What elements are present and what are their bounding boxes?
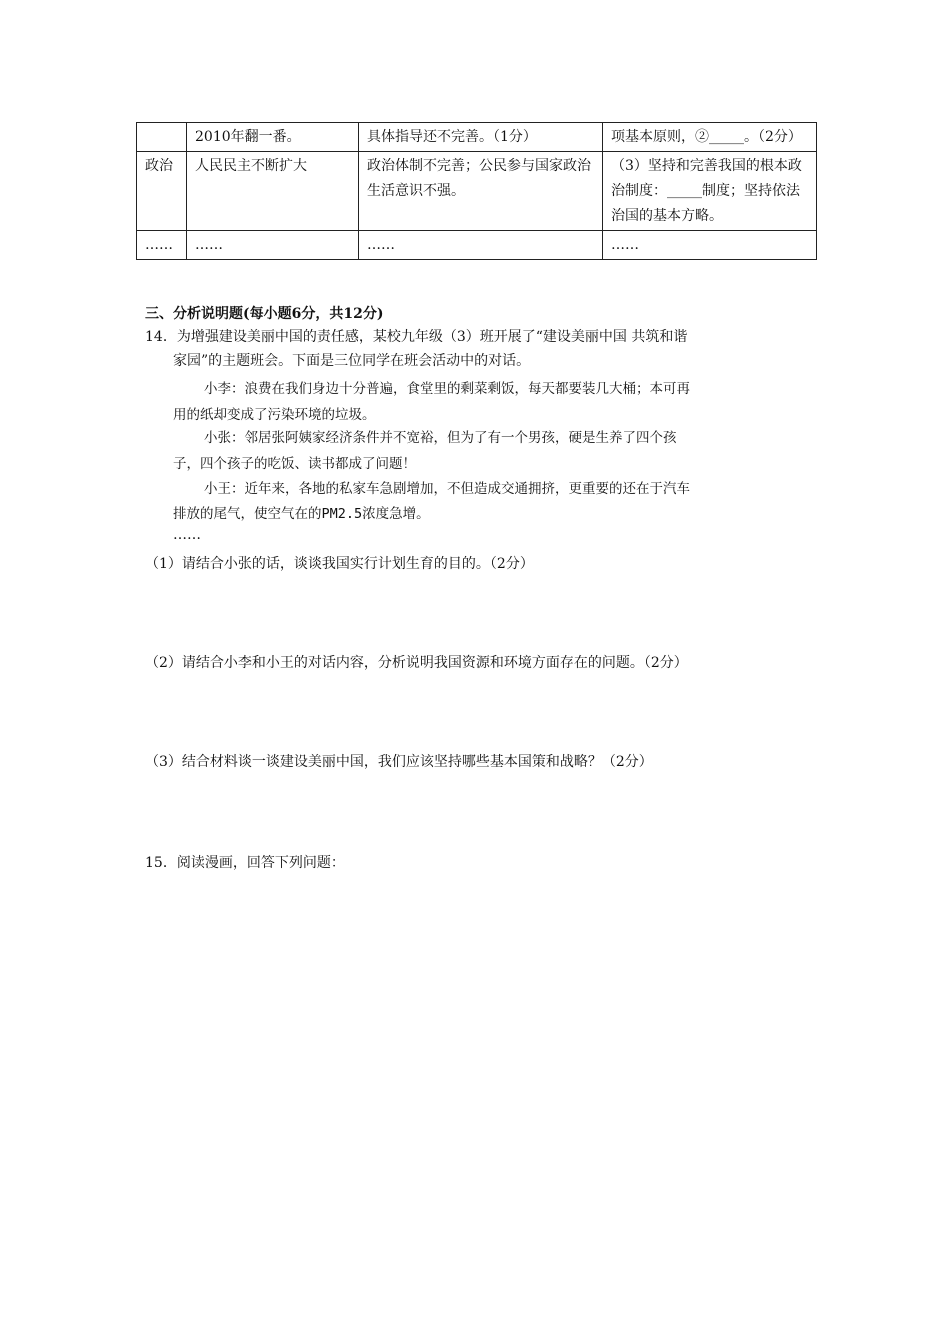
- question-14-stem-line2: 家园”的主题班会。下面是三位同学在班会活动中的对话。: [173, 353, 531, 369]
- table-cell: ……: [137, 231, 187, 260]
- section-heading: 三、分析说明题(每小题6分，共12分): [145, 306, 384, 322]
- dialogue-xiaozhang-line2: 子，四个孩子的吃饭、读书都成了问题！: [173, 456, 416, 472]
- table-cell: [137, 123, 187, 152]
- table-row: [137, 152, 817, 231]
- dialogue-xiaowang-line2: 排放的尾气，使空气在的PM2.5浓度急增。: [173, 506, 430, 522]
- dialogue-xiaoli-line1: 小李：浪费在我们身边十分普遍，食堂里的剩菜剩饭，每天都要装几大桶；本可再: [204, 381, 690, 397]
- table-cell: 具体指导还不完善。（1分）: [359, 123, 603, 152]
- table-cell: ……: [603, 231, 817, 260]
- table-cell: 2010年翻一番。: [187, 123, 359, 152]
- sub-question-1: （1）请结合小张的话，谈谈我国实行计划生育的目的。（2分）: [145, 556, 534, 572]
- table-row: [137, 231, 817, 260]
- table-cell: 人民民主不断扩大: [187, 152, 359, 231]
- table-row: [137, 123, 817, 152]
- dialogue-xiaozhang-line1: 小张：邻居张阿姨家经济条件并不宽裕，但为了有一个男孩，硬是生养了四个孩: [204, 430, 677, 446]
- table-cell: 政治体制不完善；公民参与国家政治生活意识不强。: [359, 152, 603, 231]
- dialogue-ellipsis: ……: [173, 527, 201, 543]
- question-15-stem: 15．阅读漫画，回答下列问题：: [145, 855, 345, 871]
- table-cell: 政治: [137, 152, 187, 231]
- table-cell: 项基本原则，②_____。（2分）: [603, 123, 817, 152]
- table-cell: （3）坚持和完善我国的根本政治制度：_____制度；坚持依法治国的基本方略。: [603, 152, 817, 231]
- table-cell: ……: [187, 231, 359, 260]
- question-14-stem-line1: 14．为增强建设美丽中国的责任感，某校九年级（3）班开展了“建设美丽中国 共筑和谐: [145, 329, 688, 345]
- dialogue-xiaowang-line1: 小王：近年来，各地的私家车急剧增加，不但造成交通拥挤，更重要的还在于汽车: [204, 481, 690, 497]
- dialogue-xiaoli-line2: 用的纸却变成了污染环境的垃圾。: [173, 407, 376, 423]
- sub-question-2: （2）请结合小李和小王的对话内容，分析说明我国资源和环境方面存在的问题。（2分）: [145, 655, 688, 671]
- answer-table: [136, 122, 817, 260]
- sub-question-3: （3）结合材料谈一谈建设美丽中国，我们应该坚持哪些基本国策和战略？（2分）: [145, 754, 653, 770]
- table-cell: ……: [359, 231, 603, 260]
